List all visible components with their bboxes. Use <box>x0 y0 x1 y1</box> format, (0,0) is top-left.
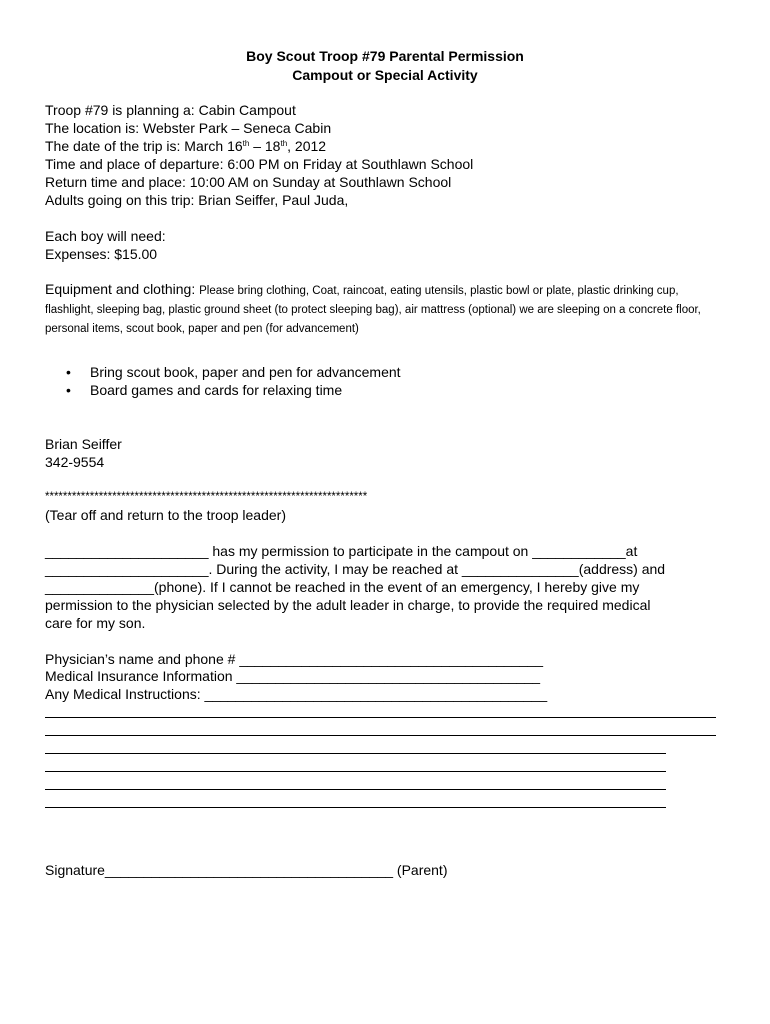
signature-field[interactable]: Signature_____________________________________ (Parent) <box>45 862 448 878</box>
instructions-blank-line[interactable] <box>45 807 666 808</box>
permission-line-4: permission to the physician selected by the adult leader in charge, to provide the required medical <box>45 597 651 613</box>
needs-heading: Each boy will need: <box>45 228 166 244</box>
equipment-text: Please bring clothing, Coat, raincoat, eating utensils, plastic bowl or plate, plastic drinking cup, flashlight, sleeping bag, plastic ground sheet (to protect sleeping bag), air mattress (optional) we are sleeping on a concrete floor, personal items, scout book, paper and pen (for advancement) <box>45 285 701 335</box>
tear-instruction: (Tear off and return to the troop leader) <box>45 507 286 523</box>
location-line: The location is: Webster Park – Seneca Cabin <box>45 120 332 136</box>
permission-line-3: ______________(phone). If I cannot be reached in the event of an emergency, I hereby give my <box>45 579 640 595</box>
physician-field[interactable]: Physician’s name and phone # _______________________________________ <box>45 651 543 667</box>
date-sup-2: th <box>280 139 288 148</box>
form-title: Boy Scout Troop #79 Parental Permission <box>246 48 524 64</box>
contact-name: Brian Seiffer <box>45 436 122 452</box>
bullet-text: Bring scout book, paper and pen for advancement <box>90 364 401 380</box>
equipment-paragraph <box>45 280 715 337</box>
date-suffix: , 2012 <box>287 138 327 154</box>
instructions-blank-line[interactable] <box>45 753 666 754</box>
list-item <box>66 363 401 381</box>
tear-line-stars: ************************************************************************ <box>45 491 368 503</box>
permission-line-1: _____________________ has my permission to participate in the campout on ____________at <box>45 543 638 559</box>
instructions-blank-line[interactable] <box>45 717 716 718</box>
return-line: Return time and place: 10:00 AM on Sunday at Southlawn School <box>45 174 452 190</box>
instructions-blank-line[interactable] <box>45 771 666 772</box>
planning-line: Troop #79 is planning a: Cabin Campout <box>45 102 296 118</box>
form-subtitle: Campout or Special Activity <box>292 67 478 83</box>
contact-phone: 342-9554 <box>45 454 105 470</box>
insurance-field[interactable]: Medical Insurance Information _______________________________________ <box>45 668 541 684</box>
permission-line-5: care for my son. <box>45 615 146 631</box>
date-sup-1: th <box>242 139 250 148</box>
medical-instructions-field[interactable]: Any Medical Instructions: ____________________________________________ <box>45 686 548 702</box>
adults-line: Adults going on this trip: Brian Seiffer, Paul Juda, <box>45 192 349 208</box>
bullet-text: Board games and cards for relaxing time <box>90 382 343 398</box>
list-item <box>66 381 342 399</box>
bullet-icon: • <box>66 382 71 398</box>
expenses-line: Expenses: $15.00 <box>45 246 158 262</box>
equipment-label: Equipment and clothing: <box>45 281 200 297</box>
date-prefix: The date of the trip is: March 16 <box>45 138 243 154</box>
date-line <box>45 137 326 155</box>
date-mid: – 18 <box>249 138 281 154</box>
instructions-blank-line[interactable] <box>45 789 666 790</box>
instructions-blank-line[interactable] <box>45 735 716 736</box>
permission-line-2: _____________________. During the activity, I may be reached at _______________(address) and <box>45 561 666 577</box>
departure-line: Time and place of departure: 6:00 PM on Friday at Southlawn School <box>45 156 474 172</box>
bullet-icon: • <box>66 364 71 380</box>
